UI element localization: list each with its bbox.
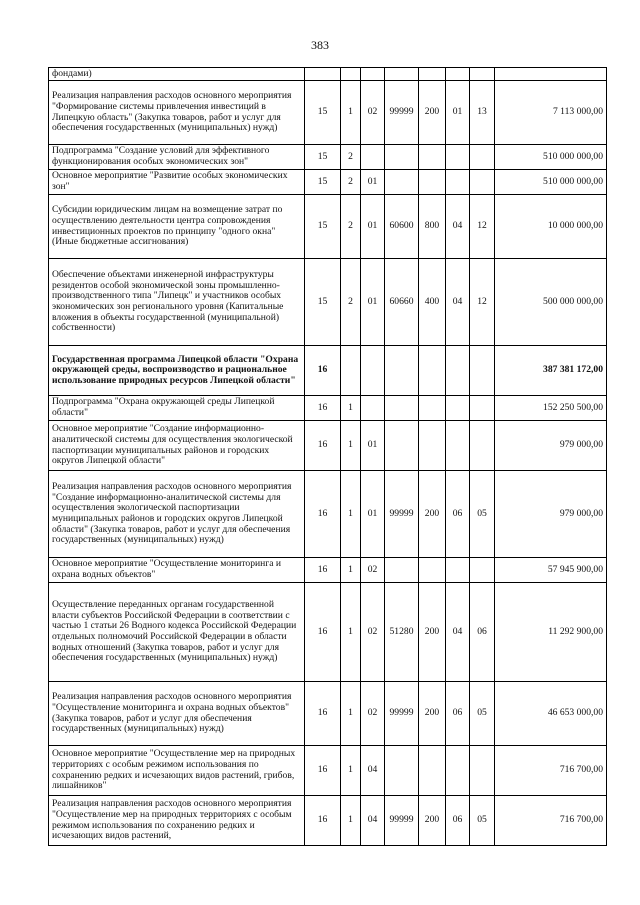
- subsection-code-cell: 05: [470, 471, 495, 558]
- program-code-cell: 16: [305, 421, 341, 471]
- subsection-code-cell: [470, 68, 495, 81]
- program-code-cell: 16: [305, 796, 341, 846]
- section-code-cell: 06: [446, 796, 470, 846]
- subsection-code-cell: [470, 170, 495, 195]
- amount-cell: 500 000 000,00: [495, 259, 607, 346]
- section-code-cell: [446, 396, 470, 421]
- table-row: [49, 346, 607, 396]
- subprogram-code-cell: 1: [341, 81, 361, 145]
- activity-code-cell: 02: [361, 583, 385, 682]
- expense-direction-cell: 99999: [385, 796, 419, 846]
- expense-direction-cell: 99999: [385, 81, 419, 145]
- activity-code-cell: [361, 145, 385, 170]
- amount-cell: 57 945 900,00: [495, 558, 607, 583]
- expense-type-cell: 200: [419, 471, 446, 558]
- expense-direction-cell: 99999: [385, 471, 419, 558]
- subprogram-code-cell: 1: [341, 558, 361, 583]
- activity-code-cell: 04: [361, 796, 385, 846]
- table-row: [49, 68, 607, 81]
- program-code-cell: 16: [305, 558, 341, 583]
- row-name-cell: Государственная программа Липецкой области "Охрана окружающей среды, воспроизводство и рациональное использование природных ресурсов Липецкой области": [49, 346, 305, 396]
- expense-direction-cell: [385, 746, 419, 796]
- subsection-code-cell: [470, 145, 495, 170]
- amount-cell: 11 292 900,00: [495, 583, 607, 682]
- expense-type-cell: 400: [419, 259, 446, 346]
- budget-table: [48, 67, 607, 846]
- amount-cell: 46 653 000,00: [495, 682, 607, 746]
- section-code-cell: [446, 746, 470, 796]
- program-code-cell: [305, 68, 341, 81]
- subprogram-code-cell: 1: [341, 471, 361, 558]
- subprogram-code-cell: 1: [341, 396, 361, 421]
- activity-code-cell: 02: [361, 81, 385, 145]
- program-code-cell: 16: [305, 746, 341, 796]
- row-name-cell: Основное мероприятие "Осуществление мер на природных территориях с особым режимом использования по сохранению редких и исчезающих видов растений, грибов, лишайников": [49, 746, 305, 796]
- amount-cell: 152 250 500,00: [495, 396, 607, 421]
- subprogram-code-cell: 2: [341, 170, 361, 195]
- table-row: [49, 471, 607, 558]
- expense-direction-cell: 99999: [385, 682, 419, 746]
- expense-type-cell: [419, 746, 446, 796]
- table-row: [49, 170, 607, 195]
- program-code-cell: 16: [305, 583, 341, 682]
- row-name-cell: Основное мероприятие "Развитие особых экономических зон": [49, 170, 305, 195]
- row-name-cell: Подпрограмма "Охрана окружающей среды Липецкой области": [49, 396, 305, 421]
- expense-direction-cell: [385, 558, 419, 583]
- row-name-cell: Осуществление переданных органам государственной власти субъектов Российской Федерации в соответствии с частью 1 статьи 26 Водного кодекса Российской Федерации отдельных полномочий Российской Федерации в области водных отношений (Закупка товаров, работ и услуг для обеспечения государственных (муниципальных) нужд): [49, 583, 305, 682]
- section-code-cell: 04: [446, 583, 470, 682]
- subprogram-code-cell: 1: [341, 583, 361, 682]
- section-code-cell: [446, 68, 470, 81]
- expense-type-cell: [419, 558, 446, 583]
- expense-direction-cell: 60660: [385, 259, 419, 346]
- activity-code-cell: 01: [361, 170, 385, 195]
- activity-code-cell: [361, 68, 385, 81]
- activity-code-cell: 02: [361, 682, 385, 746]
- program-code-cell: 16: [305, 396, 341, 421]
- expense-direction-cell: [385, 145, 419, 170]
- subsection-code-cell: [470, 746, 495, 796]
- row-name-cell: Реализация направления расходов основного мероприятия "Осуществление мер на природных территориях с особым режимом использования по сохранению редких и исчезающих видов растений,: [49, 796, 305, 846]
- section-code-cell: [446, 145, 470, 170]
- activity-code-cell: [361, 346, 385, 396]
- expense-direction-cell: 51280: [385, 583, 419, 682]
- program-code-cell: 15: [305, 145, 341, 170]
- expense-type-cell: 200: [419, 583, 446, 682]
- row-name-cell: Реализация направления расходов основного мероприятия "Осуществление мониторинга и охрана водных объектов" (Закупка товаров, работ и услуг для обеспечения государственных (муниципальных) нужд): [49, 682, 305, 746]
- activity-code-cell: [361, 396, 385, 421]
- subsection-code-cell: 12: [470, 259, 495, 346]
- page-number: 383: [311, 38, 329, 52]
- row-name-cell: Реализация направления расходов основного мероприятия "Формирование системы привлечения инвестиций в Липецкую область" (Закупка товаров, работ и услуг для обеспечения государственных (муниципальных) нужд): [49, 81, 305, 145]
- subsection-code-cell: 12: [470, 195, 495, 259]
- subprogram-code-cell: 1: [341, 796, 361, 846]
- program-code-cell: 15: [305, 259, 341, 346]
- subsection-code-cell: [470, 558, 495, 583]
- section-code-cell: 04: [446, 259, 470, 346]
- section-code-cell: 06: [446, 682, 470, 746]
- row-name-cell: Обеспечение объектами инженерной инфраструктуры резидентов особой экономической зоны промышленно-производственного типа "Липецк" и участников особых экономических зон регионального уровня (Капитальные вложения в объекты государственной (муниципальной) собственности): [49, 259, 305, 346]
- section-code-cell: 04: [446, 195, 470, 259]
- section-code-cell: 06: [446, 471, 470, 558]
- budget-table-body: [49, 68, 607, 846]
- expense-type-cell: [419, 421, 446, 471]
- amount-cell: [495, 68, 607, 81]
- subprogram-code-cell: 2: [341, 259, 361, 346]
- row-name-cell: Основное мероприятие "Создание информационно-аналитической системы для осуществления экологической паспортизации муниципальных районов и городских округов Липецкой области": [49, 421, 305, 471]
- table-row: [49, 558, 607, 583]
- row-name-cell: Подпрограмма "Создание условий для эффективного функционирования особых экономических зон": [49, 145, 305, 170]
- activity-code-cell: 04: [361, 746, 385, 796]
- program-code-cell: 16: [305, 346, 341, 396]
- row-name-cell: Основное мероприятие "Осуществление мониторинга и охрана водных объектов": [49, 558, 305, 583]
- table-row: [49, 682, 607, 746]
- program-code-cell: 15: [305, 81, 341, 145]
- subsection-code-cell: 13: [470, 81, 495, 145]
- table-row: [49, 421, 607, 471]
- table-row: [49, 145, 607, 170]
- subprogram-code-cell: [341, 68, 361, 81]
- amount-cell: 510 000 000,00: [495, 145, 607, 170]
- subsection-code-cell: 05: [470, 796, 495, 846]
- expense-type-cell: 200: [419, 81, 446, 145]
- amount-cell: 979 000,00: [495, 421, 607, 471]
- expense-direction-cell: 60600: [385, 195, 419, 259]
- amount-cell: 716 700,00: [495, 796, 607, 846]
- expense-direction-cell: [385, 68, 419, 81]
- expense-direction-cell: [385, 170, 419, 195]
- activity-code-cell: 01: [361, 471, 385, 558]
- expense-direction-cell: [385, 396, 419, 421]
- table-row: [49, 81, 607, 145]
- expense-type-cell: [419, 145, 446, 170]
- row-name-cell: Субсидии юридическим лицам на возмещение затрат по осуществлению деятельности центра сопровождения инвестиционных проектов по принципу "одного окна" (Иные бюджетные ассигнования): [49, 195, 305, 259]
- amount-cell: 979 000,00: [495, 471, 607, 558]
- subprogram-code-cell: 2: [341, 145, 361, 170]
- expense-type-cell: 200: [419, 682, 446, 746]
- subsection-code-cell: [470, 396, 495, 421]
- table-row: [49, 746, 607, 796]
- table-row: [49, 796, 607, 846]
- amount-cell: 10 000 000,00: [495, 195, 607, 259]
- subprogram-code-cell: 2: [341, 195, 361, 259]
- expense-type-cell: [419, 170, 446, 195]
- activity-code-cell: 01: [361, 195, 385, 259]
- amount-cell: 716 700,00: [495, 746, 607, 796]
- expense-type-cell: 800: [419, 195, 446, 259]
- expense-type-cell: [419, 396, 446, 421]
- expense-direction-cell: [385, 346, 419, 396]
- table-row: [49, 583, 607, 682]
- activity-code-cell: 01: [361, 421, 385, 471]
- section-code-cell: [446, 346, 470, 396]
- subsection-code-cell: [470, 421, 495, 471]
- row-name-cell: фондами): [49, 68, 305, 81]
- expense-direction-cell: [385, 421, 419, 471]
- amount-cell: 387 381 172,00: [495, 346, 607, 396]
- subsection-code-cell: 05: [470, 682, 495, 746]
- program-code-cell: 16: [305, 471, 341, 558]
- amount-cell: 7 113 000,00: [495, 81, 607, 145]
- program-code-cell: 15: [305, 195, 341, 259]
- subprogram-code-cell: 1: [341, 682, 361, 746]
- program-code-cell: 15: [305, 170, 341, 195]
- subprogram-code-cell: [341, 346, 361, 396]
- program-code-cell: 16: [305, 682, 341, 746]
- table-row: [49, 195, 607, 259]
- expense-type-cell: [419, 68, 446, 81]
- section-code-cell: [446, 558, 470, 583]
- row-name-cell: Реализация направления расходов основного мероприятия "Создание информационно-аналитической системы для осуществления экологической паспортизации муниципальных районов и городских округов Липецкой области" (Закупка товаров, работ и услуг для обеспечения государственных (муниципальных) нужд): [49, 471, 305, 558]
- subsection-code-cell: [470, 346, 495, 396]
- expense-type-cell: [419, 346, 446, 396]
- amount-cell: 510 000 000,00: [495, 170, 607, 195]
- subprogram-code-cell: 1: [341, 746, 361, 796]
- table-row: [49, 259, 607, 346]
- section-code-cell: [446, 421, 470, 471]
- section-code-cell: [446, 170, 470, 195]
- activity-code-cell: 01: [361, 259, 385, 346]
- section-code-cell: 01: [446, 81, 470, 145]
- expense-type-cell: 200: [419, 796, 446, 846]
- subprogram-code-cell: 1: [341, 421, 361, 471]
- subsection-code-cell: 06: [470, 583, 495, 682]
- activity-code-cell: 02: [361, 558, 385, 583]
- table-row: [49, 396, 607, 421]
